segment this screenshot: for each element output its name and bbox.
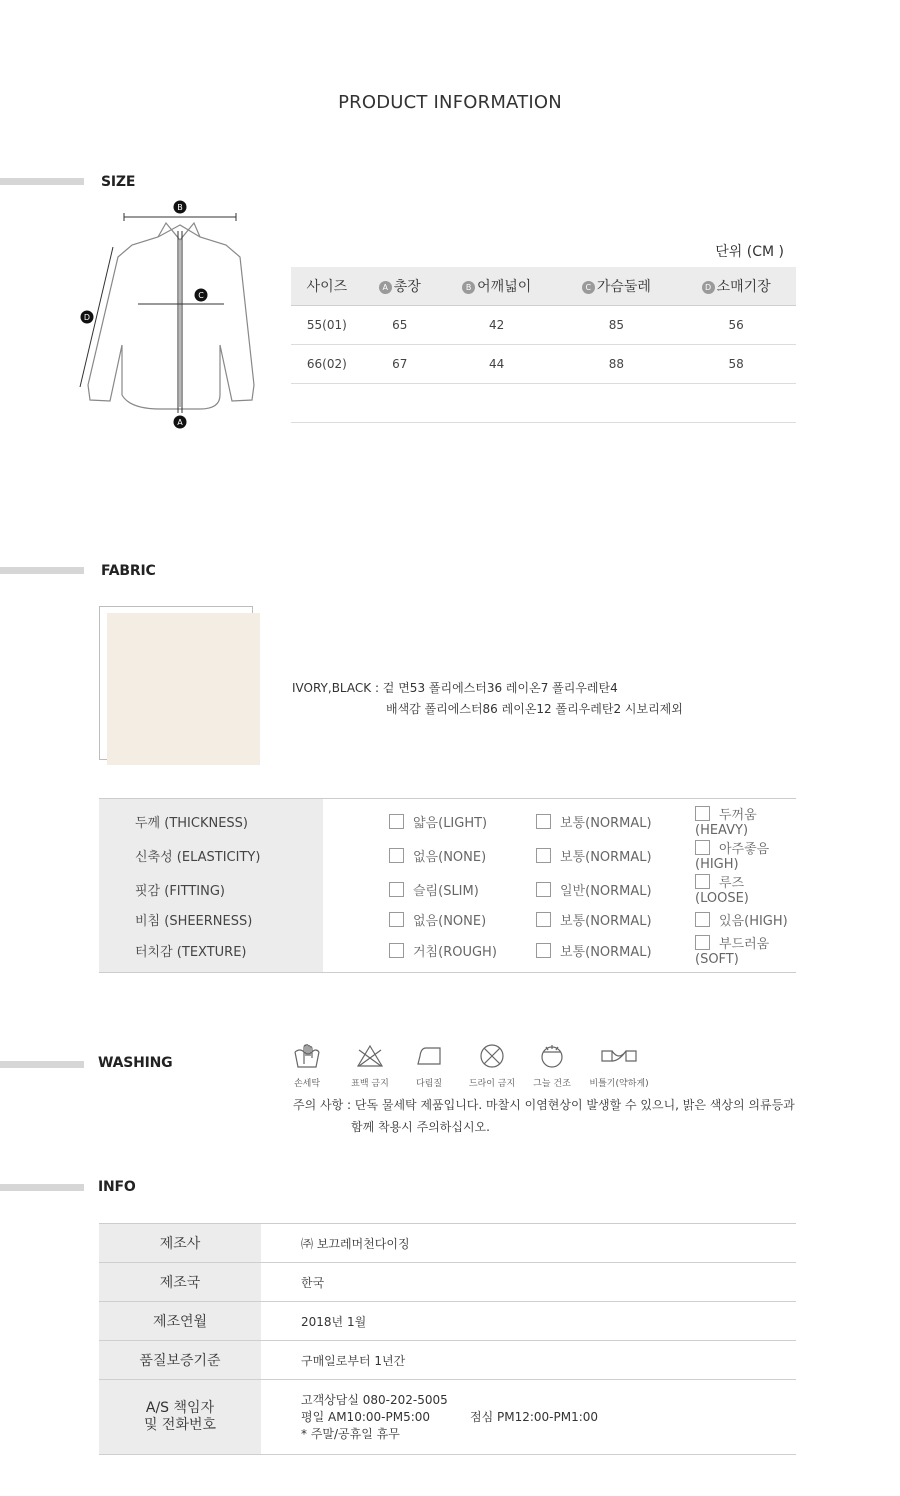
- as-phone: 고객상담실 080-202-5005: [301, 1392, 448, 1407]
- option-label: 일반(NORMAL): [560, 883, 652, 899]
- table-row: [291, 306, 796, 345]
- attribute-label: 비침 (SHEERNESS): [99, 906, 323, 933]
- garment-size-diagram: [70, 195, 290, 435]
- table-row: [99, 1263, 796, 1302]
- info-key: 제조사: [99, 1224, 261, 1263]
- info-table: [99, 1223, 796, 1455]
- checkbox[interactable]: [695, 935, 710, 950]
- table-row: [291, 345, 796, 384]
- attribute-label: 핏감 (FITTING): [99, 872, 323, 906]
- shade-dry-icon: [537, 1042, 567, 1070]
- fabric-line-1: IVORY,BLACK : 겉 면53 폴리에스터36 레이온7 폴리우레탄4: [292, 681, 618, 695]
- section-divider-fabric: [0, 567, 84, 574]
- option-label: 아주좋음(HIGH): [695, 842, 770, 872]
- size-cell: [437, 384, 557, 423]
- attribute-label: 두께 (THICKNESS): [99, 799, 323, 839]
- size-cell: 67: [363, 345, 437, 384]
- option-label: 거침(ROUGH): [413, 944, 497, 960]
- diagram-marker-d: D: [83, 313, 91, 322]
- table-row: [291, 384, 796, 423]
- size-cell: 65: [363, 306, 437, 345]
- badge-d-icon: D: [702, 281, 715, 294]
- section-title-fabric: FABRIC: [101, 563, 156, 579]
- checkbox[interactable]: [536, 882, 551, 897]
- wash-caption: 표백 금지: [351, 1079, 389, 1089]
- as-lunch: 점심 PM12:00-PM1:00: [470, 1409, 599, 1424]
- checkbox[interactable]: [695, 806, 710, 821]
- size-col-header: D 소매기장: [676, 267, 796, 306]
- table-row: [99, 1224, 796, 1263]
- wring-icon: [599, 1042, 639, 1070]
- wash-caption: 드라이 금지: [468, 1079, 516, 1089]
- wash-caption: 손세탁: [293, 1079, 321, 1089]
- option-label: 부드러움(SOFT): [695, 937, 770, 967]
- checkbox[interactable]: [536, 943, 551, 958]
- badge-b-icon: B: [462, 281, 475, 294]
- notice-line-1: 주의 사항 : 단독 물세탁 제품입니다. 마찰시 이염현상이 발생할 수 있으니, 밝은 색상의 의류등과: [293, 1098, 795, 1112]
- size-cell: [557, 384, 677, 423]
- diagram-marker-b: B: [177, 203, 183, 212]
- fabric-attribute-table: [99, 798, 796, 973]
- checkbox[interactable]: [389, 814, 404, 829]
- checkbox[interactable]: [695, 840, 710, 855]
- option-label: 보통(NORMAL): [560, 914, 652, 929]
- checkbox[interactable]: [695, 874, 710, 889]
- info-key: 제조연월: [99, 1302, 261, 1341]
- size-cell: 56: [676, 306, 796, 345]
- wash-item: [589, 1042, 649, 1089]
- table-row: [99, 1380, 796, 1455]
- wash-caption: 다림질: [415, 1079, 443, 1089]
- section-title-info: INFO: [98, 1179, 136, 1195]
- size-cell: 42: [437, 306, 557, 345]
- as-hours: 평일 AM10:00-PM5:00: [301, 1409, 431, 1424]
- fabric-line-2: 배색감 폴리에스터86 레이온12 폴리우레탄2 시보리제외: [386, 702, 683, 716]
- option-label: 없음(NONE): [413, 914, 487, 929]
- wash-item: [340, 1042, 400, 1089]
- size-unit: 단위 (CM ): [715, 244, 784, 260]
- table-row: [99, 906, 796, 933]
- badge-c-icon: C: [582, 281, 595, 294]
- checkbox[interactable]: [389, 882, 404, 897]
- size-cell: 58: [676, 345, 796, 384]
- size-cell: [676, 384, 796, 423]
- wash-caption: 비틀기(약하게): [589, 1079, 649, 1089]
- iron-icon: [414, 1042, 444, 1070]
- size-cell: [291, 384, 363, 423]
- size-cell: 66(02): [291, 345, 363, 384]
- no-bleach-icon: [355, 1042, 385, 1070]
- wash-item: [462, 1042, 522, 1089]
- wash-item: [522, 1042, 582, 1089]
- option-label: 루즈(LOOSE): [695, 876, 749, 906]
- checkbox[interactable]: [389, 943, 404, 958]
- checkbox[interactable]: [536, 814, 551, 829]
- size-col-header: C 가슴둘레: [557, 267, 677, 306]
- option-label: 보통(NORMAL): [560, 849, 652, 865]
- info-key: 품질보증기준: [99, 1341, 261, 1380]
- size-cell: 88: [557, 345, 677, 384]
- option-label: 없음(NONE): [413, 849, 487, 865]
- badge-a-icon: A: [379, 281, 392, 294]
- checkbox[interactable]: [536, 848, 551, 863]
- checkbox[interactable]: [695, 912, 710, 927]
- table-row: [99, 1341, 796, 1380]
- table-row: [99, 799, 796, 839]
- size-cell: 55(01): [291, 306, 363, 345]
- diagram-marker-c: C: [198, 291, 204, 300]
- attribute-label: 터치감 (TEXTURE): [99, 933, 323, 973]
- no-dry-clean-icon: [477, 1042, 507, 1070]
- option-label: 슬림(SLIM): [413, 883, 479, 899]
- table-row: [99, 872, 796, 906]
- section-divider-size: [0, 178, 84, 185]
- option-label: 있음(HIGH): [719, 914, 788, 929]
- size-col-header: B 어깨넓이: [437, 267, 557, 306]
- size-cell: 85: [557, 306, 677, 345]
- table-row: [99, 933, 796, 973]
- wash-item: [277, 1042, 337, 1089]
- size-cell: [363, 384, 437, 423]
- section-title-size: SIZE: [101, 174, 136, 190]
- size-col-header: A 총장: [363, 267, 437, 306]
- info-key: 제조국: [99, 1263, 261, 1302]
- as-holiday: * 주말/공휴일 휴무: [301, 1426, 400, 1441]
- notice-line-2: 함께 착용시 주의하십시오.: [351, 1120, 490, 1134]
- hand-wash-icon: [292, 1042, 322, 1070]
- attribute-label: 신축성 (ELASTICITY): [99, 838, 323, 872]
- washing-notice: [293, 1094, 795, 1138]
- size-cell: 44: [437, 345, 557, 384]
- section-title-washing: WASHING: [98, 1055, 173, 1071]
- checkbox[interactable]: [536, 912, 551, 927]
- option-label: 두꺼움(HEAVY): [695, 808, 757, 838]
- option-label: 보통(NORMAL): [560, 944, 652, 960]
- info-key-as: A/S 책임자 및 전화번호: [99, 1380, 261, 1455]
- size-table: [291, 267, 796, 423]
- info-value: 한국: [261, 1263, 796, 1302]
- option-label: 얇음(LIGHT): [413, 815, 488, 831]
- info-value-as: [261, 1380, 796, 1455]
- diagram-marker-a: A: [177, 418, 183, 427]
- page-title: PRODUCT INFORMATION: [338, 92, 562, 113]
- fabric-swatch: [107, 613, 260, 765]
- section-divider-washing: [0, 1061, 84, 1068]
- section-divider-info: [0, 1184, 84, 1191]
- info-value: 구매일로부터 1년간: [261, 1341, 796, 1380]
- info-value: 2018년 1월: [261, 1302, 796, 1341]
- info-value: ㈜ 보끄레머천다이징: [261, 1224, 796, 1263]
- fabric-composition: [292, 678, 683, 720]
- wash-caption: 그늘 건조: [533, 1079, 571, 1089]
- size-col-header: 사이즈: [291, 267, 363, 306]
- table-row: [99, 1302, 796, 1341]
- option-label: 보통(NORMAL): [560, 815, 652, 831]
- checkbox[interactable]: [389, 912, 404, 927]
- wash-item: [399, 1042, 459, 1089]
- checkbox[interactable]: [389, 848, 404, 863]
- table-row: [99, 838, 796, 872]
